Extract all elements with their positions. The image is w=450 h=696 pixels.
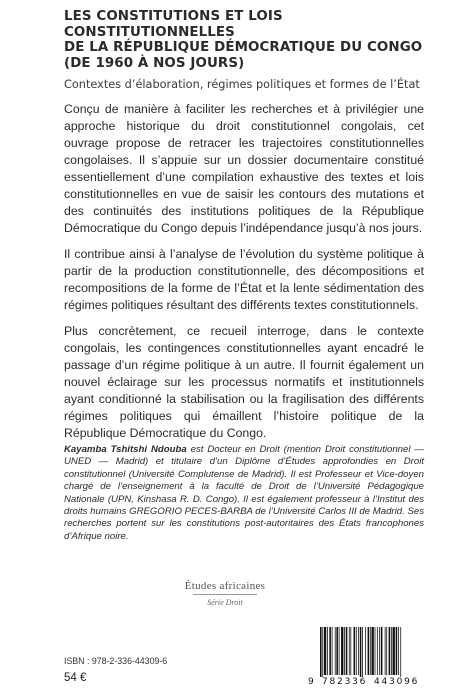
barcode-bar — [396, 627, 398, 675]
title-line: DE LA RÉPUBLIQUE DÉMOCRATIQUE DU CONGO — [64, 40, 423, 55]
barcode-bar — [400, 627, 401, 677]
barcode-bar — [379, 627, 380, 675]
barcode-bar — [320, 627, 322, 677]
barcode-bar — [377, 627, 378, 675]
barcode-bar — [365, 627, 366, 675]
barcode-bar — [385, 627, 386, 675]
author-bio-text: est Docteur en Droit (mention Droit constitutionnel — UNED — Madrid) et titulaire d’un Diplôme d’Études approfondies en Droit constitutionnel (Université Complutense de Madrid). Il est Professeur et Vice-doyen chargé de l’enseignement à la faculté de Droit de l’Université Pédagogique Nationale (UPN, Kinshasa R. D. Congo). Il est également professeur à l’Institut des droits humains GREGORIO PECES-BARBA de l’Université Carlos III de Madrid. Ses recherches portent sur les constitutions post-autoritaires des États francophones d’Afrique noire. — [64, 444, 424, 542]
barcode-bars — [308, 627, 428, 677]
barcode-bar — [327, 627, 328, 675]
summary-paragraph: Il contribue ainsi à l’analyse de l’évolution du système politique à partir de la production constitutionnelle, des décompositions et recompositions de la forme de l’État et la lente sédimentation des régimes politiques résultant des différents textes constitutionnels. — [64, 247, 424, 312]
barcode-lead-digit: 9 — [308, 677, 314, 687]
barcode-bar — [339, 627, 340, 675]
barcode-bar — [362, 627, 363, 677]
book-title — [64, 9, 424, 71]
series-subtitle: Série Droit — [207, 598, 243, 607]
price-label: 54 € — [64, 672, 87, 684]
barcode-bar — [389, 627, 391, 675]
summary-paragraph: Plus concrètement, ce recueil interroge, dans le contexte congolais, les contingences constitutionnelles ayant encadré le passage d’un régime politique à un autre. Il fournit également un nouvel éclairage sur les processus normatifs et institutionnels ayant conditionné la stabilisation ou la fragilisation des différents régimes politiques qui émaillent l’histoire politique de la République Démocratique du Congo. — [64, 324, 424, 440]
barcode-bar — [386, 627, 387, 675]
author-name: Kayamba Tshitshi Ndouba — [64, 444, 187, 455]
barcode-bar — [375, 627, 376, 675]
barcode-group-1: 782336 — [322, 677, 368, 687]
barcode — [308, 627, 428, 689]
barcode-bar — [332, 627, 333, 675]
barcode-bar — [329, 627, 331, 675]
series-block — [0, 580, 450, 607]
barcode-bar — [398, 627, 399, 675]
barcode-bar — [381, 627, 383, 675]
summary-text — [64, 101, 424, 451]
book-subtitle: Contextes d’élaboration, régimes politiques et formes de l’État — [64, 78, 420, 91]
isbn-label: ISBN : 978-2-336-44309-6 — [64, 656, 168, 666]
series-name: Études africaines — [184, 580, 266, 592]
barcode-bar — [324, 627, 326, 675]
barcode-bar — [356, 627, 357, 675]
barcode-bar — [360, 627, 362, 677]
author-bio — [64, 444, 424, 543]
barcode-bar — [349, 627, 350, 675]
barcode-bar — [336, 627, 338, 675]
series-divider — [193, 594, 257, 595]
title-line: (DE 1960 À NOS JOURS) — [64, 55, 245, 71]
barcode-bar — [322, 627, 323, 677]
barcode-bar — [393, 627, 395, 675]
barcode-bar — [346, 627, 348, 675]
summary-paragraph: Conçu de manière à faciliter les recherches et à privilégier une approche historique du droit constitutionnel congolais, cet ouvrage propose de retracer les trajectoires constitutionnelles congolaises. Il s’appuie sur un dossier documentaire constitué essentiellement d’une compilation exhaustive des textes et lois constitutionnelles en vue de saisir les contours des mutations et des continuités des institutions politiques de la République Démocratique du Congo depuis l’indépendance jusqu’à nos jours. — [64, 102, 424, 235]
barcode-bar — [354, 627, 356, 675]
barcode-bar — [335, 627, 336, 675]
barcode-bar — [371, 627, 373, 675]
barcode-bar — [350, 627, 351, 675]
barcode-bar — [358, 627, 359, 675]
title-line: LES CONSTITUTIONS ET LOIS CONSTITUTIONNELLES — [64, 9, 283, 40]
barcode-bar — [391, 627, 392, 675]
barcode-bar — [368, 627, 370, 675]
barcode-bar — [341, 627, 343, 675]
barcode-bar — [344, 627, 345, 675]
barcode-group-2: 443096 — [374, 677, 420, 687]
barcode-bar — [370, 627, 371, 675]
